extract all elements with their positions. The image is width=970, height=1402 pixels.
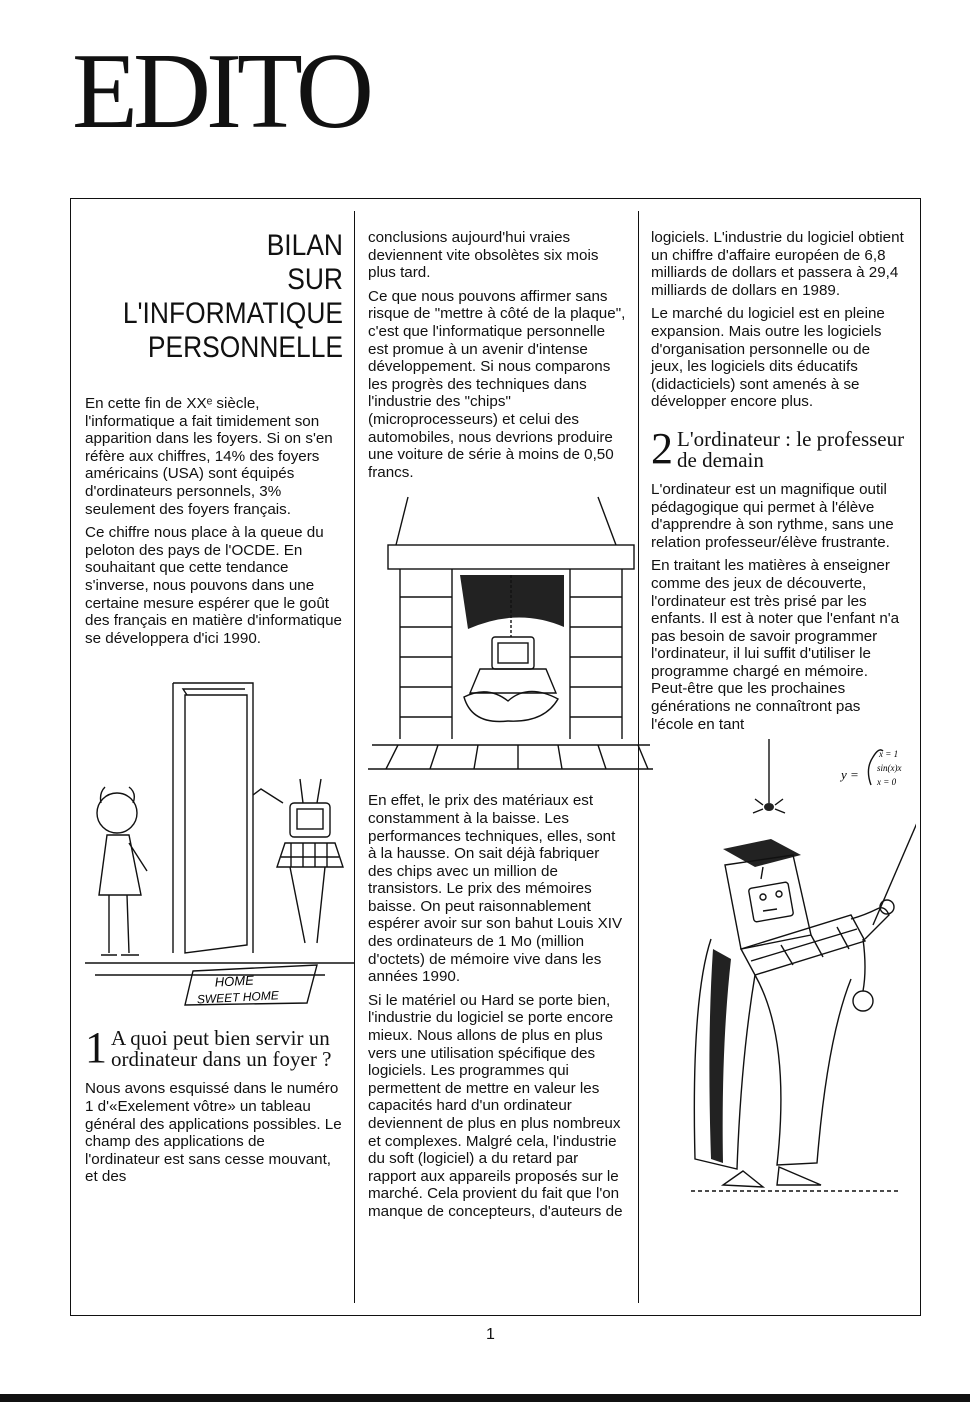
- paragraph: Ce que nous pouvons affirmer sans risque de "mettre à côté de la plaque", c'est que l'informatique personnelle est promue à un avenir d'intense développement. Si nous comparons les progrès des techniques dans l'industrie des "chips" (microprocesseurs) et celui des automobiles, nous devrions produire une voiture de série à moins de 0,50 francs.: [368, 287, 626, 481]
- paragraph: Le marché du logiciel est en pleine expansion. Mais outre les logiciels d'organisation personnelle ou de jeux, les logiciels dits éducatifs (didacticiels) sont amenés à se développer encore plus.: [651, 305, 885, 411]
- section-number: 1: [85, 1023, 107, 1073]
- paragraph: En traitant les matières à enseigner comme des jeux de découverte, l'ordinateur est très prisé par les enfants. Il est à noter que l'enfant n'a pas besoin de savoir programmer l'ordinateur, il lui suffit d'utiliser le programme chargé en mémoire. Peut-être que les prochaines générations ne connaîtront pas l'école en tant: [651, 557, 900, 733]
- illustration-computer-in-fireplace: [368, 487, 628, 792]
- column-1: [85, 199, 343, 1315]
- headline-line: BILAN: [266, 229, 343, 262]
- headline-line: SUR: [287, 263, 343, 296]
- paragraph: Ce chiffre nous place à la queue du peloton des pays de l'OCDE. En souhaitant que cette tendance s'inverse, nous pouvons dans une certaine mesure espérer que le goût des français en matière d'informatique se développera d'ici 1990.: [85, 524, 343, 647]
- paragraph: En cette fin de XXᵉ siècle, l'informatique a fait timidement son apparition dans les foyers. Si on s'en réfère aux chiffres, 14% des foyers américains (USA) sont équipés d'ordinateurs personnels, 3% seulement des foyers français.: [85, 395, 333, 518]
- paragraph: En effet, le prix des matériaux est constamment à la baisse. Les performances techniques, elles, sont à la hausse. On sait déjà fabriquer des chips avec un million de transistors. Le prix des mémoires baisse. On peut raisonnablement espérer avoir sur son bahut Louis XIV des ordinateurs de 1 Mo (million d'octets) de mémoire vive dans les années 1990.: [368, 792, 623, 986]
- section-number: 2: [651, 423, 673, 473]
- paragraph: Si le matériel ou Hard se porte bien, l'industrie du logiciel se porte encore mieux. Nous allons de plus en plus vers une utilisation spécifique des logiciels. Les programmes qui permettent de mettre en valeur les capacités hard d'un ordinateur deviennent de plus en plus nombreux et complexes. Malgré cela, l'industrie du soft (logiciel) a du retard par rapport aux appareils proposés sur le marché. Cela provient du fait que l'on manque de concepteurs, d'auteurs de: [368, 991, 623, 1220]
- illustration-professor-robot: [651, 739, 905, 1219]
- article-frame: [70, 198, 921, 1316]
- paragraph: conclusions aujourd'hui vraies deviennent vite obsolètes six mois plus tard.: [368, 229, 599, 282]
- section-title: A quoi peut bien servir un ordinateur dans un foyer ?: [111, 1026, 332, 1072]
- formula-upper: x = 1: [879, 749, 899, 760]
- section-1-heading: [85, 1023, 343, 1073]
- footer-bar: [0, 1394, 970, 1402]
- doormat-line-2: SWEET HOME: [196, 988, 280, 1007]
- headline-line: PERSONNELLE: [147, 331, 343, 364]
- headline-line: L'INFORMATIQUE: [122, 297, 343, 330]
- doormat-line-1: HOME: [214, 972, 255, 990]
- formula-y: y =: [841, 767, 859, 783]
- column-3: [651, 199, 905, 1315]
- formula-body: sin(x)x: [877, 763, 902, 774]
- page-number: 1: [486, 1326, 495, 1343]
- masthead-title: EDITO: [72, 32, 369, 151]
- article-headline: [116, 229, 343, 365]
- column-2: [368, 199, 628, 1315]
- paragraph: logiciels. L'industrie du logiciel obtient un chiffre d'affaire européen de 6,8 milliards de dollars et passera à 29,4 milliards de dollars en 1989.: [651, 229, 904, 299]
- paragraph: Nous avons esquissé dans le numéro 1 d'«Exelement vôtre» un tableau général des applications possibles. Le champ des applications de l'ordinateur est sans cesse mouvant, et des: [85, 1080, 342, 1186]
- formula-lower: x = 0: [877, 777, 897, 788]
- section-2-heading: [651, 423, 905, 473]
- illustration-robot-at-door: [85, 653, 343, 1018]
- section-title: L'ordinateur : le professeur de demain: [677, 426, 905, 472]
- paragraph: L'ordinateur est un magnifique outil pédagogique qui permet à l'élève d'apprendre à son rythme, sans une relation professeur/élève frustrante.: [651, 480, 894, 551]
